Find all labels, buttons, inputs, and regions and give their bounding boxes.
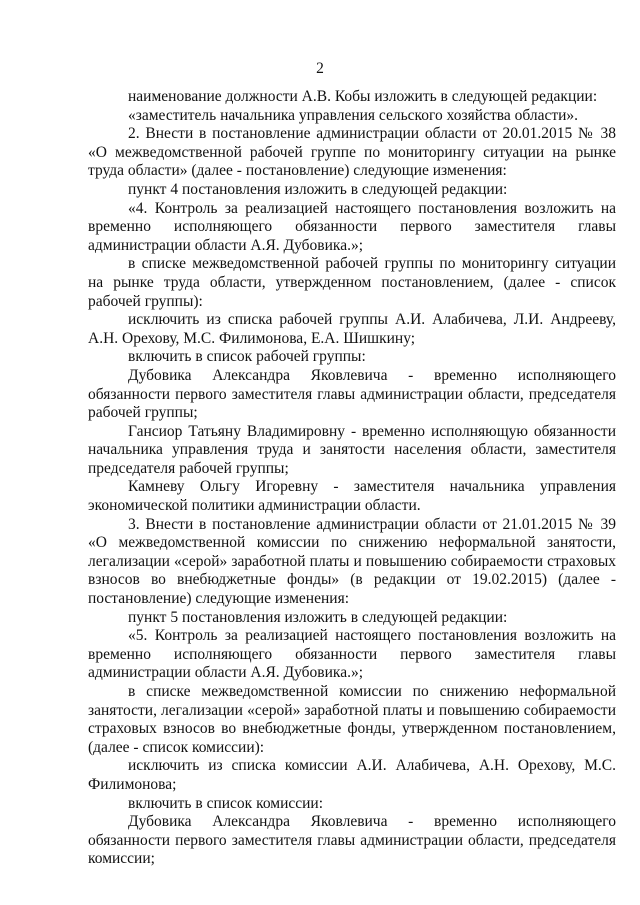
- paragraph: пункт 4 постановления изложить в следующей редакции:: [128, 180, 508, 198]
- paragraph: «5. Контроль за реализацией настоящего постановления возложить на временно исполняющего обязанности первого заместителя главы администрации области А.Я. Дубовика.»;: [88, 627, 616, 682]
- document-body: [88, 88, 616, 869]
- paragraph: «заместитель начальника управления сельского хозяйства области».: [128, 106, 579, 124]
- paragraph: 3. Внести в постановление администрации области от 21.01.2015 № 39 «О межведомственной комиссии по снижению неформальной занятости, легализации «серой» заработной платы и повышению собираемости страховых взносов во внебюджетные фонды» (в редакции от 19.02.2015) (далее - постановление) следующие изменения:: [88, 515, 616, 608]
- paragraph: Гансиор Татьяну Владимировну - временно исполняющую обязанности начальника управления труда и занятости населения области, заместителя председателя рабочей группы;: [88, 422, 616, 477]
- paragraph: Дубовика Александра Яковлевича - временно исполняющего обязанности первого заместителя главы администрации области, председателя рабочей группы;: [88, 366, 616, 422]
- paragraph: исключить из списка комиссии А.И. Алабичева, А.Н. Орехову, М.С. Филимонова;: [88, 757, 616, 793]
- page-number: 2: [316, 60, 324, 77]
- paragraph: Камневу Ольгу Игоревну - заместителя начальника управления экономической политики администрации области.: [88, 478, 616, 515]
- paragraph: включить в список комиссии:: [128, 794, 324, 812]
- paragraph: исключить из списка рабочей группы А.И. Алабичева, Л.И. Андрееву, А.Н. Орехову, М.С. Филимонова, Е.А. Шишкину;: [88, 311, 616, 347]
- paragraph: наименование должности А.В. Кобы изложить в следующей редакции:: [128, 88, 598, 105]
- paragraph: включить в список рабочей группы:: [128, 348, 366, 366]
- paragraph: в списке межведомственной рабочей группы по мониторингу ситуации на рынке труда области, утвержденном постановлением, (далее - список рабочей группы):: [88, 255, 616, 310]
- paragraph: пункт 5 постановления изложить в следующей редакции:: [128, 608, 508, 626]
- paragraph: «4. Контроль за реализацией настоящего постановления возложить на временно исполняющего обязанности первого заместителя главы администрации области А.Я. Дубовика.»;: [88, 199, 616, 254]
- paragraph: Дубовика Александра Яковлевича - временно исполняющего обязанности первого заместителя главы администрации области, председателя комиссии;: [88, 813, 616, 868]
- paragraph: в списке межведомственной комиссии по снижению неформальной занятости, легализации «серой» заработной платы и повышению собираемости страховых взносов во внебюджетные фонды, утвержденном постановлением, (далее - список комиссии):: [88, 683, 616, 756]
- paragraph: 2. Внести в постановление администрации области от 20.01.2015 № 38 «О межведомственной рабочей группе по мониторингу ситуации на рынке труда области» (далее - постановление) следующие изменения:: [88, 125, 616, 180]
